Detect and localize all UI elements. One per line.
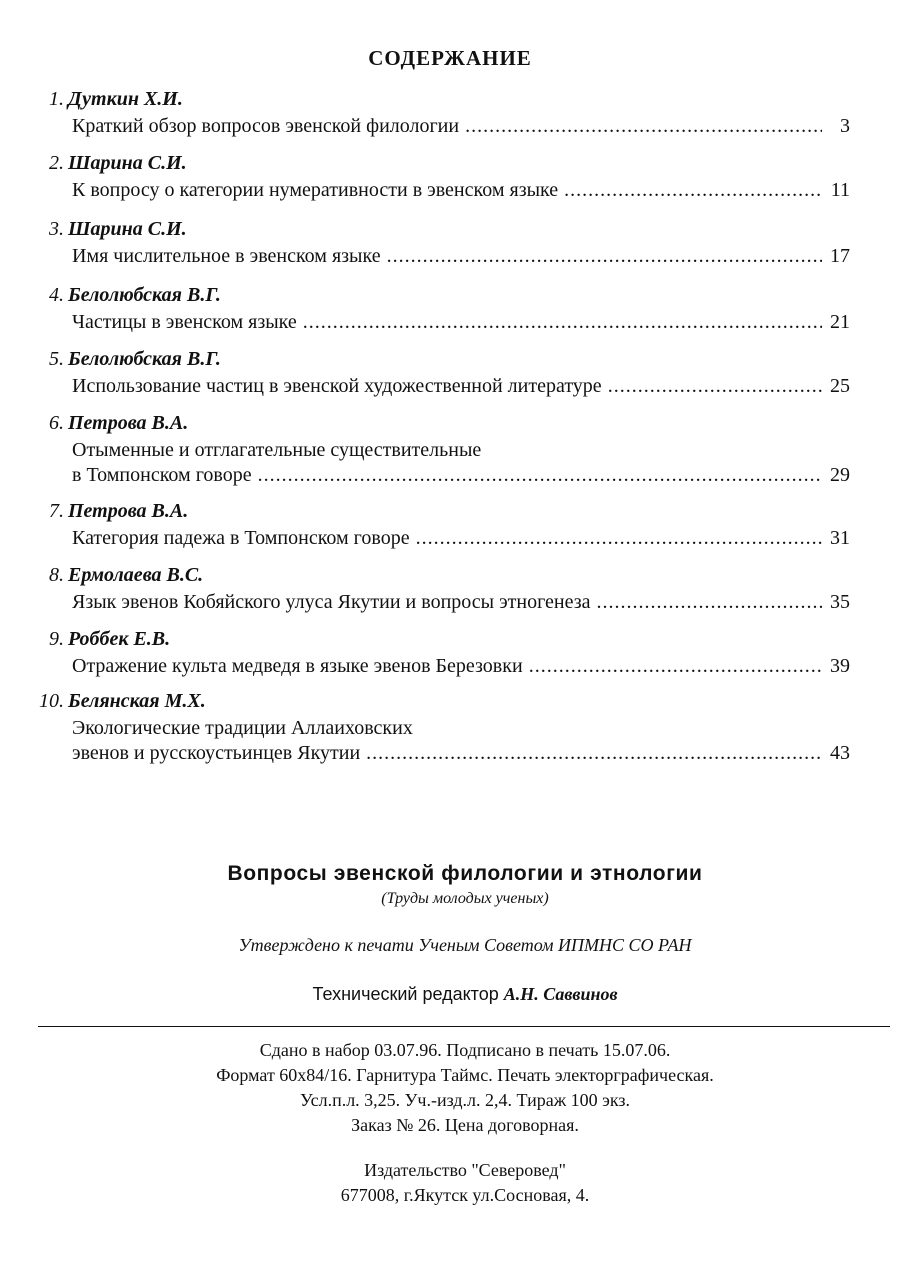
entry-number: 9. bbox=[49, 628, 64, 650]
imprint-line: Сдано в набор 03.07.96. Подписано в печать 15.07.06. bbox=[259, 1040, 671, 1060]
entry-title-row bbox=[72, 655, 850, 678]
entry-author: Шарина С.И. bbox=[68, 218, 187, 240]
book-subtitle: (Труды молодых ученых) bbox=[381, 890, 549, 907]
entry-number: 5. bbox=[49, 348, 64, 370]
entry-page: 11 bbox=[830, 179, 850, 201]
entry-title: Имя числительное в эвенском языке bbox=[72, 245, 381, 267]
entry-page: 43 bbox=[830, 742, 850, 764]
entry-number: 8. bbox=[49, 564, 64, 586]
technical-editor bbox=[0, 984, 900, 1005]
entry-page: 21 bbox=[830, 311, 850, 333]
entry-number: 2. bbox=[49, 152, 64, 174]
entry-title-row bbox=[72, 527, 850, 550]
entry-author: Ермолаева В.С. bbox=[68, 564, 204, 586]
entry-page: 3 bbox=[840, 115, 850, 137]
dot-leader bbox=[564, 179, 822, 202]
approval-note: Утверждено к печати Ученым Советом ИПМНС СО РАН bbox=[238, 935, 692, 955]
dot-leader bbox=[366, 742, 822, 765]
dot-leader bbox=[387, 245, 822, 268]
entry-title: эвенов и русскоустьинцев Якутии bbox=[72, 742, 361, 764]
entry-title-line: Экологические традиции Аллаиховских bbox=[72, 717, 413, 739]
entry-author: Петрова В.А. bbox=[68, 412, 189, 434]
entry-page: 25 bbox=[830, 375, 850, 397]
entry-title: Частицы в эвенском языке bbox=[72, 311, 297, 333]
dot-leader bbox=[416, 527, 822, 550]
entry-page: 31 bbox=[830, 527, 850, 549]
separator-rule bbox=[38, 1026, 890, 1027]
entry-author: Дуткин Х.И. bbox=[68, 88, 183, 110]
entry-title: К вопросу о категории нумеративности в эвенском языке bbox=[72, 179, 559, 201]
entry-title: Использование частиц в эвенской художественной литературе bbox=[72, 375, 602, 397]
entry-number: 6. bbox=[49, 412, 64, 434]
imprint-line: Формат 60х84/16. Гарнитура Таймс. Печать электорграфическая. bbox=[216, 1065, 714, 1085]
entry-title: Краткий обзор вопросов эвенской филологии bbox=[72, 115, 460, 137]
entry-number: 10. bbox=[39, 690, 64, 712]
entry-author: Шарина С.И. bbox=[68, 152, 187, 174]
entry-title: Категория падежа в Томпонском говоре bbox=[72, 527, 410, 549]
editor-name: А.Н. Саввинов bbox=[503, 984, 618, 1004]
dot-leader bbox=[258, 464, 822, 487]
entry-page: 39 bbox=[830, 655, 850, 677]
entry-page: 35 bbox=[830, 591, 850, 613]
entry-number: 4. bbox=[49, 284, 64, 306]
dot-leader bbox=[597, 591, 822, 614]
entry-title: Отражение культа медведя в языке эвенов Березовки bbox=[72, 655, 523, 677]
editor-label: Технический редактор bbox=[312, 984, 499, 1004]
entry-title-line: Отыменные и отглагательные существительные bbox=[72, 439, 482, 461]
entry-number: 3. bbox=[49, 218, 64, 240]
imprint-line: Усл.п.л. 3,25. Уч.-изд.л. 2,4. Тираж 100 экз. bbox=[300, 1090, 630, 1110]
entry-page: 29 bbox=[830, 464, 850, 486]
dot-leader bbox=[303, 311, 822, 334]
entry-author: Петрова В.А. bbox=[68, 500, 189, 522]
entry-title: в Томпонском говоре bbox=[72, 464, 252, 486]
publisher-address: 677008, г.Якутск ул.Сосновая, 4. bbox=[340, 1185, 590, 1205]
entry-number: 7. bbox=[49, 500, 64, 522]
entry-author: Белолюбская В.Г. bbox=[68, 348, 221, 370]
entry-title-row bbox=[72, 245, 850, 268]
toc-title: СОДЕРЖАНИЕ bbox=[368, 46, 532, 70]
entry-page: 17 bbox=[830, 245, 850, 267]
imprint-line: Заказ № 26. Цена договорная. bbox=[351, 1115, 579, 1135]
entry-title: Язык эвенов Кобяйского улуса Якутии и вопросы этногенеза bbox=[72, 591, 591, 613]
dot-leader bbox=[465, 115, 822, 138]
entry-title-row bbox=[72, 464, 850, 487]
entry-title-row bbox=[72, 115, 850, 138]
book-title: Вопросы эвенской филологии и этнологии bbox=[227, 862, 703, 885]
entry-author: Роббек Е.В. bbox=[68, 628, 171, 650]
entry-title-row bbox=[72, 742, 850, 765]
dot-leader bbox=[529, 655, 822, 678]
entry-author: Белянская М.Х. bbox=[68, 690, 206, 712]
dot-leader bbox=[608, 375, 822, 398]
entry-title-row bbox=[72, 591, 850, 614]
entry-title-row bbox=[72, 375, 850, 398]
entry-author: Белолюбская В.Г. bbox=[68, 284, 221, 306]
entry-number: 1. bbox=[49, 88, 64, 110]
entry-title-row bbox=[72, 311, 850, 334]
entry-title-row bbox=[72, 179, 850, 202]
publisher-line: Издательство "Северовед" bbox=[364, 1160, 566, 1180]
